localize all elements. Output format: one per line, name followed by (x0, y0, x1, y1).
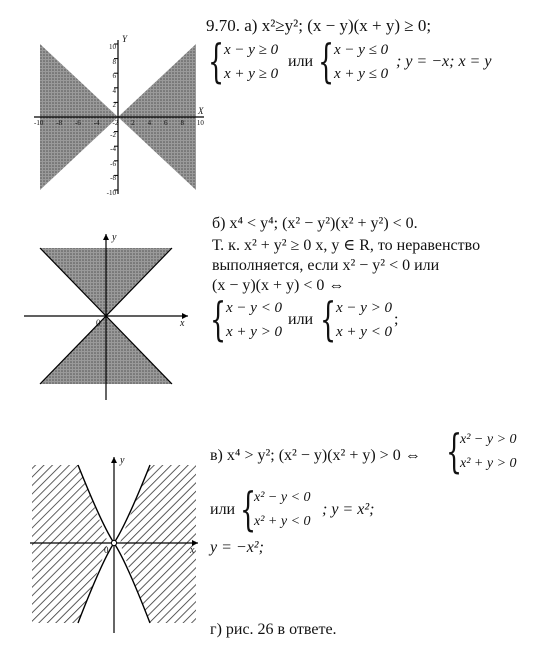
x-tick-label: -2 (112, 119, 119, 127)
ineq: x − y < 0 (226, 300, 283, 316)
ineq: x² + y > 0 (460, 456, 517, 471)
x-axis-label: x (190, 545, 195, 556)
y-tick-label: -2 (110, 130, 116, 139)
x-tick-label: 6 (164, 119, 168, 127)
problem-b-line1: б) x⁴ < y⁴; (x² − y²)(x² + y²) < 0. (212, 215, 418, 232)
graph-b (22, 232, 190, 402)
problem-d-text: г) рис. 26 в ответе. (210, 621, 337, 638)
ineq: x + y ≤ 0 (334, 66, 389, 82)
x-tick-label: 8 (180, 119, 184, 127)
brace: { (208, 34, 225, 88)
problem-b-tail: ; (394, 311, 399, 328)
ineq: x + y ≥ 0 (224, 66, 279, 82)
x-tick-label: -4 (93, 119, 100, 127)
problem-c-line1: в) x⁴ > y²; (x² − y)(x² + y) > 0 ⇔ (210, 447, 421, 464)
origin-point (111, 540, 116, 545)
problem-c-last: y = −x²; (210, 539, 264, 556)
y-tick-label: 4 (112, 86, 116, 95)
brace: { (446, 424, 463, 478)
x-tick-label: 10 (196, 119, 204, 127)
brace: { (240, 482, 257, 536)
problem-b-line2: Т. к. x² + y² ≥ 0 x, y ∈ R, то неравенство (212, 237, 481, 254)
ineq: x − y ≥ 0 (224, 42, 279, 58)
brace: { (320, 292, 337, 346)
or-text: или (288, 311, 314, 328)
problem-a-tail: ; y = −x; x = y (396, 53, 492, 70)
x-tick-labels (34, 119, 204, 127)
graph-c (28, 455, 200, 635)
ineq: x + y > 0 (226, 324, 283, 340)
y-tick-label: 8 (112, 57, 116, 66)
ineq: x² + y < 0 (254, 514, 311, 529)
y-axis-label: y (120, 455, 125, 466)
y-tick-label: -4 (110, 145, 116, 154)
hatched-region-left (32, 465, 108, 623)
problem-c-tail: ; y = x²; (322, 501, 375, 518)
x-tick-label: -6 (75, 119, 81, 127)
origin-label: 0 (104, 545, 109, 555)
x-tick-label: -10 (34, 119, 44, 127)
y-tick-label: 6 (112, 72, 116, 81)
y-tick-label: -10 (106, 188, 116, 197)
ineq: x − y > 0 (336, 300, 393, 316)
y-tick-label: -6 (110, 159, 116, 168)
y-axis-label: y (112, 232, 117, 243)
problem-b-line4: (x − y)(x + y) < 0 ⇔ (212, 277, 345, 294)
hatched-region-right (120, 465, 196, 623)
problem-b-line3: выполняется, если x² − y² < 0 или (212, 257, 440, 274)
brace: { (210, 292, 227, 346)
x-tick-label: -8 (56, 119, 63, 127)
y-tick-label: -8 (110, 174, 116, 183)
y-axis-label: Y (122, 34, 128, 44)
x-axis-label: x (180, 318, 185, 329)
y-tick-label: 2 (112, 101, 116, 110)
ineq: x + y < 0 (336, 324, 393, 340)
or-text: или (210, 501, 236, 518)
ineq: x² − y < 0 (254, 490, 311, 505)
y-tick-label: 10 (109, 43, 116, 51)
x-axis-label: X (198, 106, 204, 116)
ineq: x² − y > 0 (460, 432, 517, 447)
brace: { (318, 34, 335, 88)
or-text: или (288, 53, 314, 70)
graph-a (28, 36, 208, 196)
x-tick-label: 4 (147, 119, 152, 127)
ineq: x − y ≤ 0 (334, 42, 389, 58)
origin-label: 0 (96, 318, 101, 328)
problem-a-header: 9.70. а) x²≥y²; (x − y)(x + y) ≥ 0; (206, 16, 432, 35)
x-tick-label: 2 (131, 119, 135, 127)
